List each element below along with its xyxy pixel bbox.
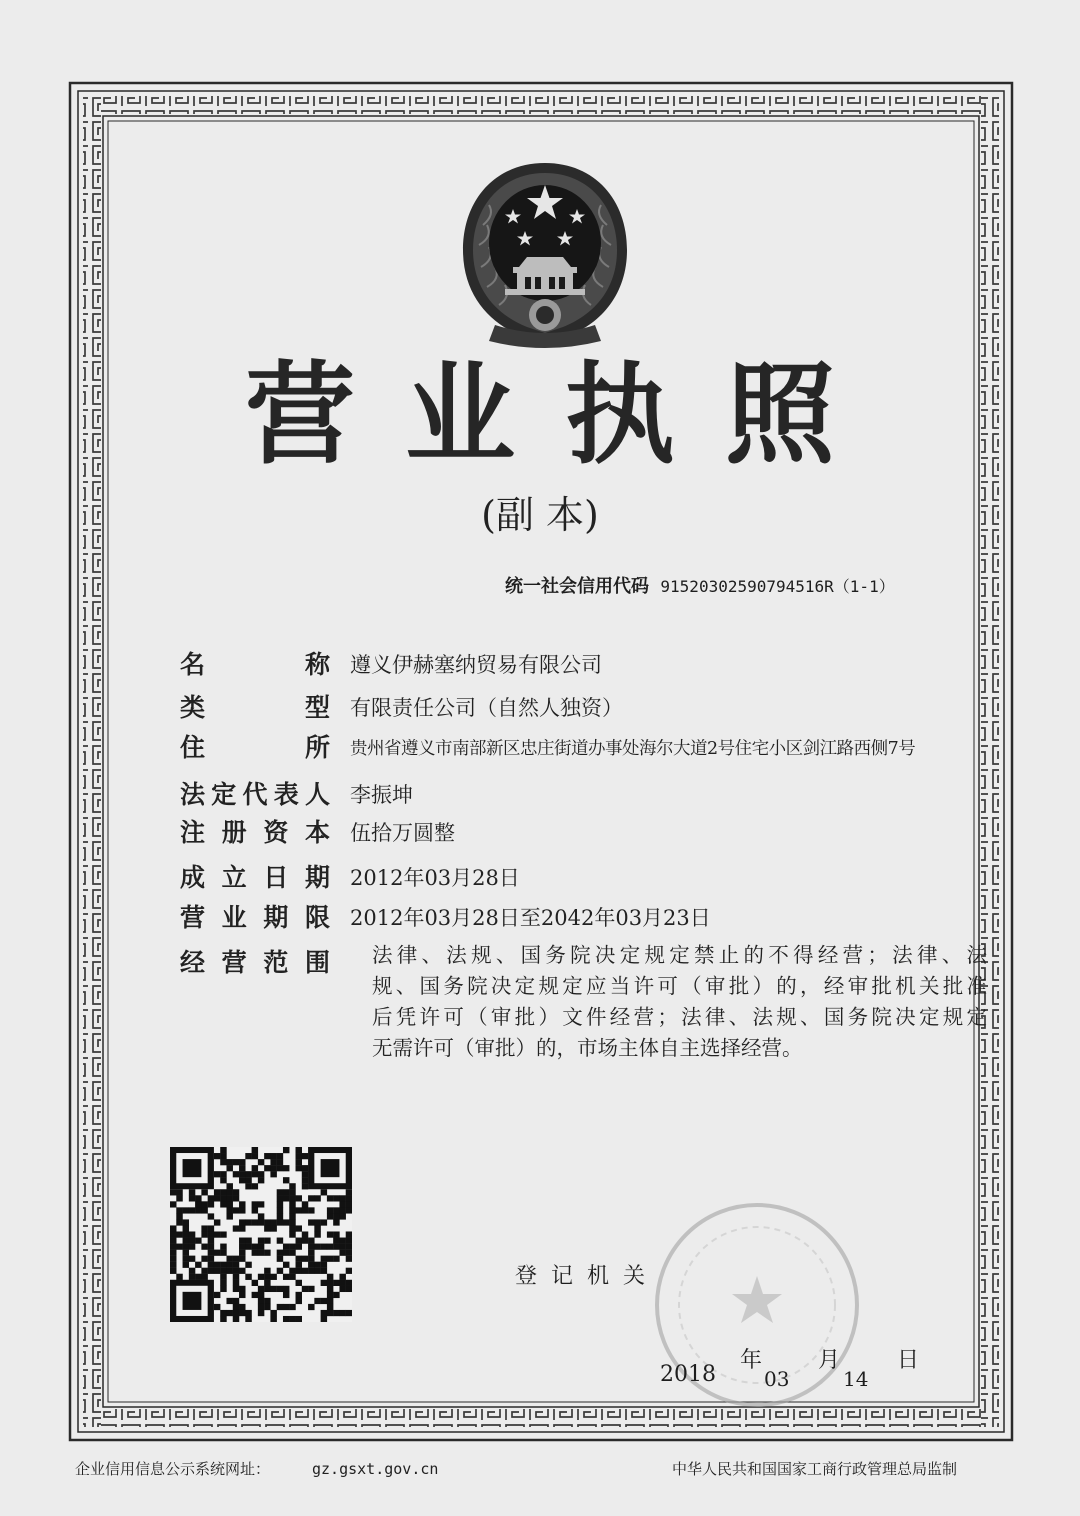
field-value-type: 有限责任公司（自然人独资） <box>350 696 623 720</box>
field-label-term: 营 业 期 限 <box>180 903 330 932</box>
registration-authority: 登记机关 <box>515 1264 660 1289</box>
business-scope-line: 后凭许可（审批）文件经营；法律、法规、国务院决定规定 <box>372 1005 987 1029</box>
field-label-est-date: 成 立 日 期 <box>180 863 330 892</box>
field-value-capital: 伍拾万圆整 <box>350 821 455 845</box>
field-label-type: 类 型 <box>180 693 330 722</box>
date-year-unit: 年 <box>740 1348 763 1373</box>
business-scope-line: 规、国务院决定规定应当许可（审批）的，经审批机关批准 <box>372 974 987 998</box>
qr-code-icon <box>170 1147 352 1322</box>
field-value-address: 贵州省遵义市南部新区忠庄街道办事处海尔大道2号住宅小区剑江路西侧7号 <box>350 739 916 759</box>
credit-code-label: 统一社会信用代码 <box>505 576 649 597</box>
field-label-capital: 注 册 资 本 <box>180 818 330 847</box>
document-subtitle: (副 本) <box>481 493 599 537</box>
field-label-legal-rep: 法 定 代 表 人 <box>180 780 330 809</box>
date-year: 2018 <box>660 1362 716 1387</box>
date-month: 03 <box>764 1367 790 1391</box>
credit-code-value: 91520302590794516R（1-1） <box>660 577 895 596</box>
date-day-unit: 日 <box>897 1348 920 1373</box>
field-value-term: 2012年03月28日至2042年03月23日 <box>350 906 711 930</box>
field-label-name: 名 称 <box>180 650 330 679</box>
document-title: 营业执照 <box>245 351 885 479</box>
date-day: 14 <box>843 1367 869 1391</box>
field-value-legal-rep: 李振坤 <box>350 783 413 807</box>
field-label-address: 住 所 <box>180 733 330 762</box>
national-emblem-icon <box>455 155 635 355</box>
business-scope-line: 法律、法规、国务院决定规定禁止的不得经营；法律、法 <box>372 943 987 967</box>
field-value-name: 遵义伊赫塞纳贸易有限公司 <box>350 653 602 677</box>
footer-supervisor: 中华人民共和国国家工商行政管理总局监制 <box>672 1460 958 1478</box>
field-value-est-date: 2012年03月28日 <box>350 866 520 890</box>
business-scope-line: 无需许可（审批）的，市场主体自主选择经营。 <box>372 1036 803 1060</box>
business-scope <box>372 940 987 1064</box>
footer-system-url: gz.gsxt.gov.cn <box>312 1460 439 1478</box>
credit-code <box>505 575 895 599</box>
date-month-unit: 月 <box>818 1348 841 1373</box>
footer-system-label: 企业信用信息公示系统网址： <box>75 1460 271 1478</box>
field-label-scope: 经 营 范 围 <box>180 948 330 977</box>
